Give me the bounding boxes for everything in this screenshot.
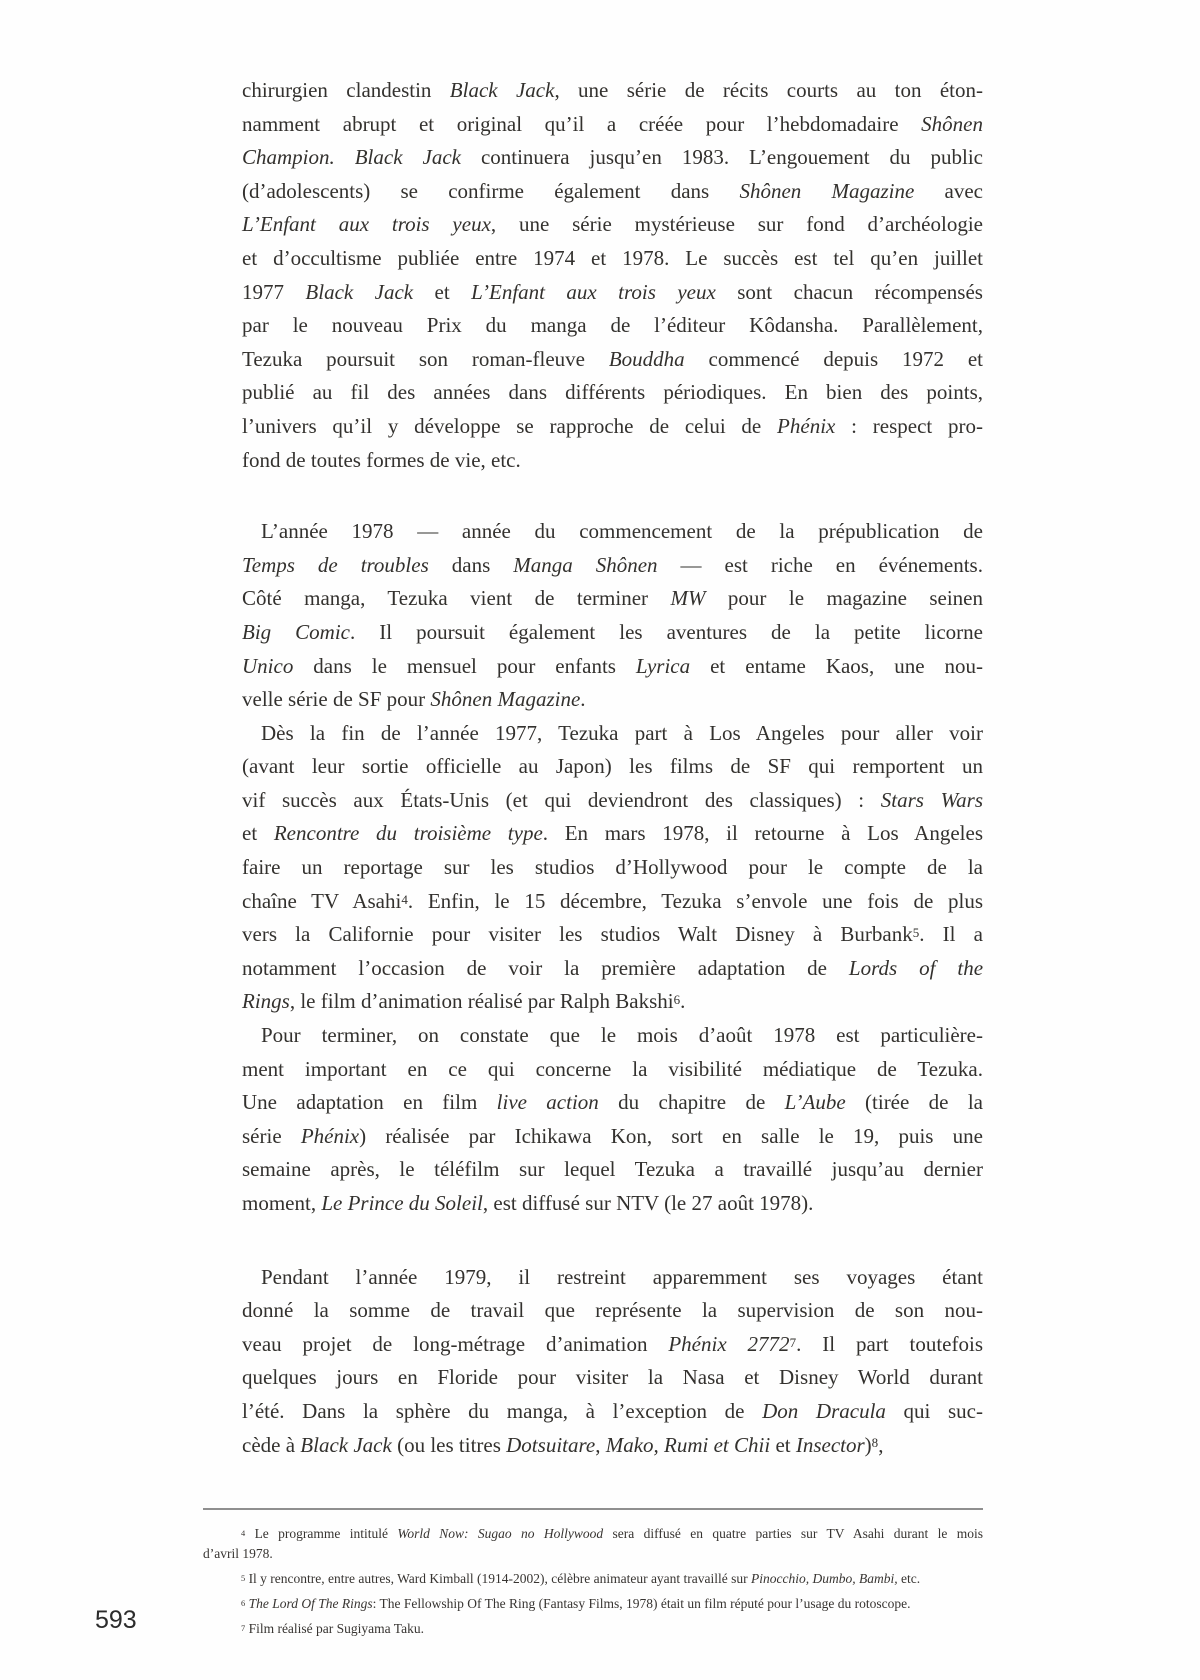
text-line: l’été. Dans la sphère du manga, à l’exception de Don Dracula qui suc- xyxy=(242,1398,983,1423)
text-line: et d’occultisme publiée entre 1974 et 1978. Le succès est tel qu’en juillet xyxy=(242,245,983,270)
footnotes xyxy=(203,1524,983,1639)
text-line: (avant leur sortie officielle au Japon) les films de SF qui remportent un xyxy=(242,754,983,779)
text-line: série Phénix) réalisée par Ichikawa Kon, sort en salle le 19, puis une xyxy=(242,1123,983,1148)
text-line: faire un reportage sur les studios d’Hollywood pour le compte de la xyxy=(242,855,983,880)
footnote-separator xyxy=(203,1508,983,1510)
footnote xyxy=(203,1594,983,1614)
text-line: Pour terminer, on constate que le mois d’août 1978 est particulière- xyxy=(261,1023,983,1048)
text-line: quelques jours en Floride pour visiter la Nasa et Disney World durant xyxy=(242,1365,983,1390)
page-number: 593 xyxy=(95,1606,137,1634)
text-line: donné la somme de travail que représente la supervision de son nou- xyxy=(242,1298,983,1323)
paragraph xyxy=(242,515,983,717)
text-line: Rings, le film d’animation réalisé par Ralph Bakshi$^6$. xyxy=(242,989,686,1014)
body-text xyxy=(242,74,983,1462)
text-line: Pendant l’année 1979, il restreint apparemment ses voyages étant xyxy=(261,1264,983,1289)
text-line: Temps de troubles dans Manga Shônen — est riche en événements. xyxy=(242,552,983,577)
text-line: vif succès aux États-Unis (et qui deviendront des classiques) : Stars Wars xyxy=(242,787,983,812)
text-line: Dès la fin de l’année 1977, Tezuka part à Los Angeles pour aller voir xyxy=(261,720,983,745)
text-line: L’année 1978 — année du commencement de la prépublication de xyxy=(261,519,983,544)
paragraph xyxy=(242,717,983,1019)
text-line: fond de toutes formes de vie, etc. xyxy=(242,447,521,472)
footnote xyxy=(203,1619,983,1639)
text-line: velle série de SF pour Shônen Magazine. xyxy=(242,687,586,712)
text-line: Unico dans le mensuel pour enfants Lyrica et entame Kaos, une nou- xyxy=(242,653,983,678)
text-line: publié au fil des années dans différents périodiques. En bien des points, xyxy=(242,380,983,405)
text-line: L’Enfant aux trois yeux, une série mystérieuse sur fond d’archéologie xyxy=(242,212,983,237)
footnote xyxy=(203,1569,983,1589)
text-line: chaîne TV Asahi$^4$. Enfin, le 15 décembre, Tezuka s’envole une fois de plus xyxy=(242,888,984,913)
footnote-line: $^4$ Le programme intitulé World Now: Sugao no Hollywood sera diffusé en quatre parties sur TV Asahi durant le mois xyxy=(241,1526,983,1541)
text-line: par le nouveau Prix du manga de l’éditeur Kôdansha. Parallèlement, xyxy=(242,313,983,338)
text-line: vers la Californie pour visiter les studios Walt Disney à Burbank$^5$. Il a xyxy=(242,922,983,947)
paragraph xyxy=(242,74,983,477)
text-line: cède à Black Jack (ou les titres Dotsuitare, Mako, Rumi et Chii et Insector)$^8$, xyxy=(242,1432,884,1457)
text-line: moment, Le Prince du Soleil, est diffusé sur NTV (le 27 août 1978). xyxy=(242,1191,814,1215)
text-line: chirurgien clandestin Black Jack, une série de récits courts au ton éton- xyxy=(242,78,983,102)
text-line: ment important en ce qui concerne la visibilité médiatique de Tezuka. xyxy=(242,1056,983,1081)
text-line: (d’adolescents) se confirme également dans Shônen Magazine avec xyxy=(242,178,983,203)
footnote-line: $^6$ The Lord Of The Rings: The Fellowship Of The Ring (Fantasy Films, 1978) était un film réputé pour l’usage du rotoscope. xyxy=(241,1596,911,1611)
footnote xyxy=(203,1524,983,1564)
text-line: namment abrupt et original qu’il a créée pour l’hebdomadaire Shônen xyxy=(242,111,983,136)
text-line: Tezuka poursuit son roman-fleuve Bouddha commencé depuis 1972 et xyxy=(242,346,983,371)
text-line: semaine après, le téléfilm sur lequel Tezuka a travaillé jusqu’au dernier xyxy=(242,1157,983,1182)
paragraph xyxy=(242,1019,983,1221)
text-line: 1977 Black Jack et L’Enfant aux trois yeux sont chacun récompensés xyxy=(242,279,983,304)
text-line: Champion. Black Jack continuera jusqu’en 1983. L’engouement du public xyxy=(242,145,983,170)
text-line: Big Comic. Il poursuit également les aventures de la petite licorne xyxy=(242,619,983,644)
footnote-line: $^5$ Il y rencontre, entre autres, Ward Kimball (1914-2002), célèbre animateur ayant travaillé sur Pinocchio, Dumbo, Bambi, etc. xyxy=(241,1571,921,1586)
text-line: Côté manga, Tezuka vient de terminer MW pour le magazine seinen xyxy=(242,586,984,611)
text-line: notamment l’occasion de voir la première adaptation de Lords of the xyxy=(242,955,984,980)
text-line: Une adaptation en film live action du chapitre de L’Aube (tirée de la xyxy=(242,1090,983,1115)
text-line: veau projet de long-métrage d’animation Phénix 2772$^7$. Il part toutefois xyxy=(242,1331,983,1356)
footnote-line: d’avril 1978. xyxy=(203,1546,273,1561)
text-line: et Rencontre du troisième type. En mars 1978, il retourne à Los Angeles xyxy=(242,821,983,846)
paragraph xyxy=(242,1261,983,1463)
text-line: l’univers qu’il y développe se rapproche de celui de Phénix : respect pro- xyxy=(242,413,983,438)
footnote-line: $^7$ Film réalisé par Sugiyama Taku. xyxy=(241,1621,424,1636)
